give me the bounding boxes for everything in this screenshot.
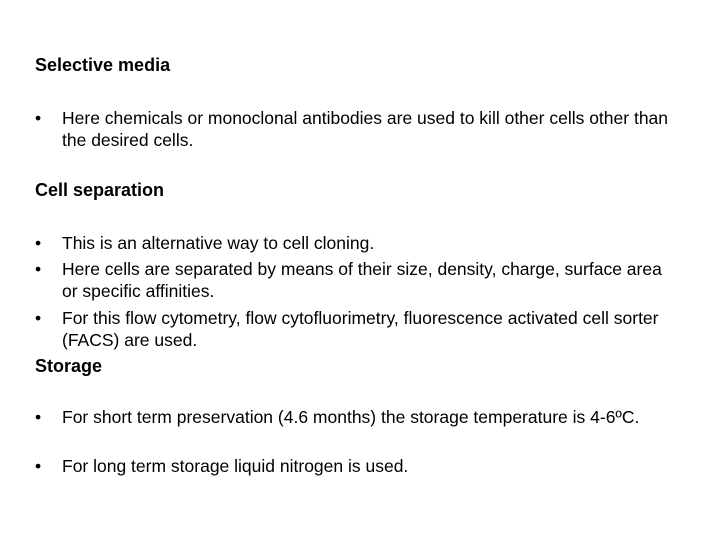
bullet-text: This is an alternative way to cell cloning. [62,233,375,253]
bullet-item [35,406,685,428]
section-heading-cell-separation: Cell separation [35,180,165,200]
bullet-text: Here cells are separated by means of their size, density, charge, surface area or specific affinities. [62,259,662,301]
bullet-dot: • [35,456,42,476]
bullet-dot: • [35,259,42,279]
bullet-dot: • [35,108,42,128]
bullet-dot: • [35,308,42,328]
bullet-text: Here chemicals or monoclonal antibodies are used to kill other cells other than the desired cells. [62,108,669,150]
bullet-text: For this flow cytometry, flow cytofluorimetry, fluorescence activated cell sorter (FACS) are used. [62,308,659,350]
bullet-dot: • [35,407,42,427]
bullet-item [35,107,685,151]
section-heading-selective-media: Selective media [35,55,171,75]
section-heading-storage: Storage [35,356,103,376]
bullet-item [35,232,685,254]
bullet-item [35,455,685,477]
bullet-dot: • [35,233,42,253]
bullet-text: For long term storage liquid nitrogen is used. [62,456,409,476]
bullet-text: For short term preservation (4.6 months) the storage temperature is 4-6ºC. [62,407,640,427]
bullet-item [35,307,685,351]
bullet-item [35,258,685,302]
